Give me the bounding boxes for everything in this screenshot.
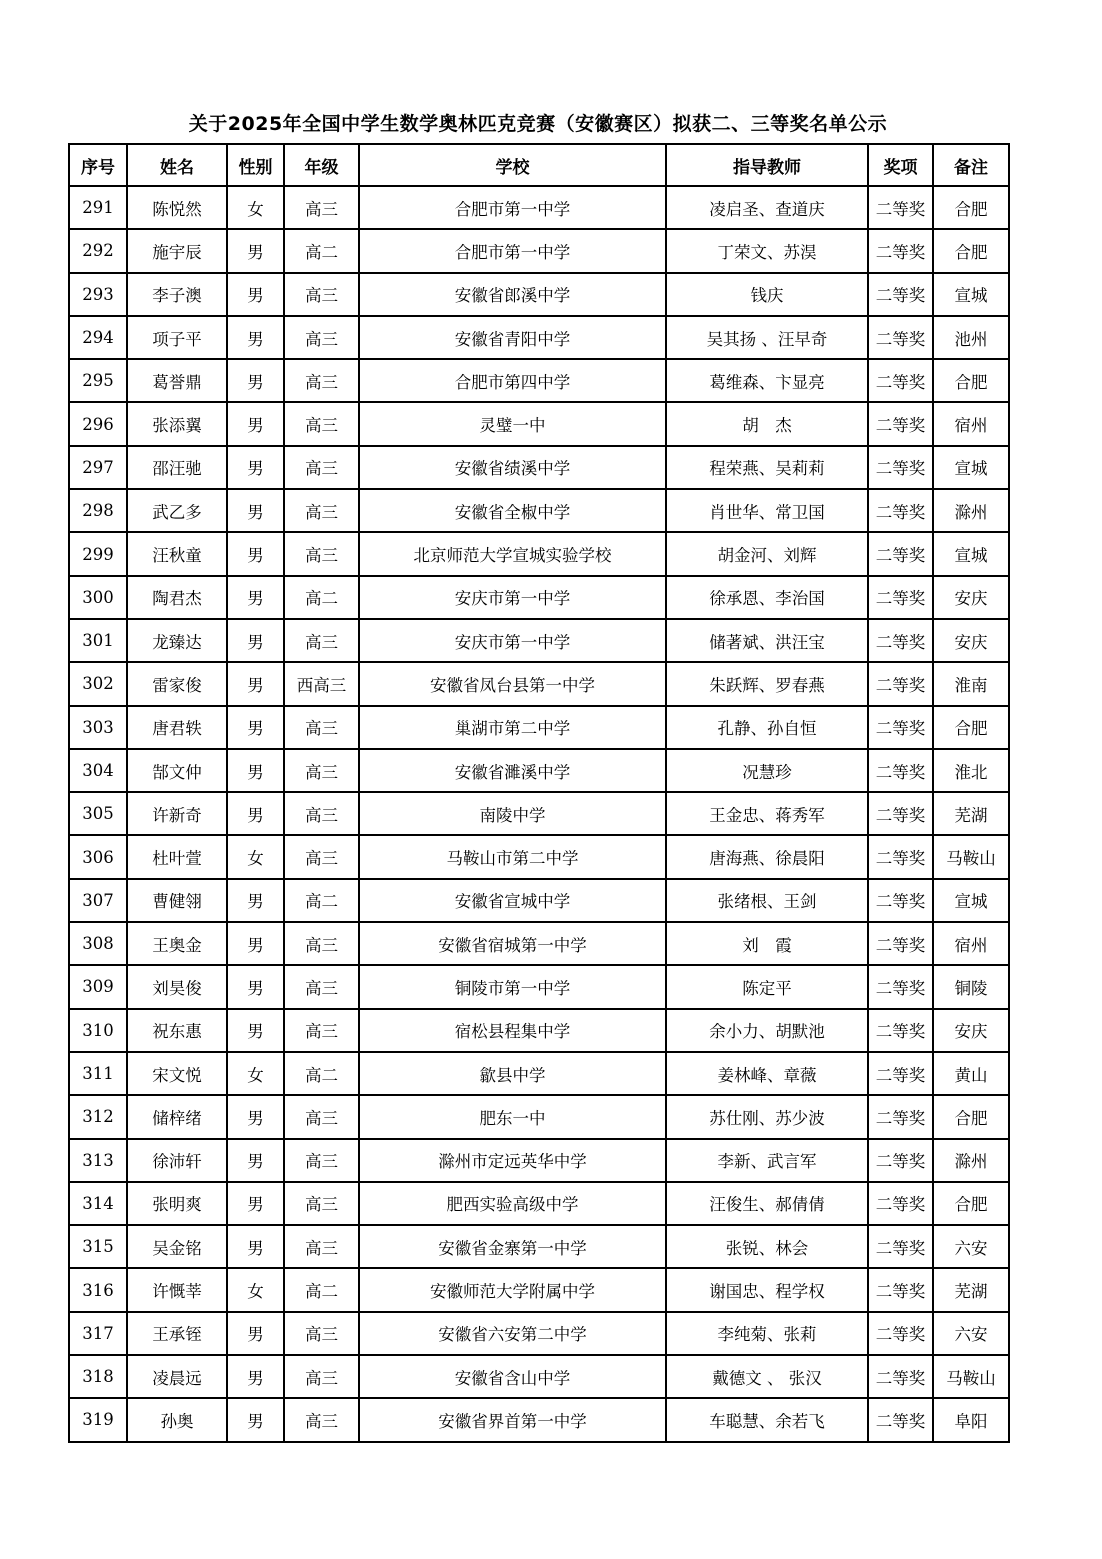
table-row bbox=[69, 273, 1009, 316]
cell-name: 孙奥 bbox=[127, 1398, 227, 1441]
cell-award: 二等奖 bbox=[868, 922, 933, 965]
column-header-school: 学校 bbox=[359, 144, 666, 186]
cell-index: 318 bbox=[69, 1355, 127, 1398]
cell-grade: 高三 bbox=[284, 402, 359, 445]
cell-award: 二等奖 bbox=[868, 1139, 933, 1182]
cell-remarks: 安庆 bbox=[933, 576, 1009, 619]
cell-gender: 男 bbox=[227, 316, 284, 359]
cell-advisor: 苏仕刚、苏少波 bbox=[666, 1095, 868, 1138]
cell-gender: 男 bbox=[227, 1355, 284, 1398]
column-header-award: 奖项 bbox=[868, 144, 933, 186]
cell-award: 二等奖 bbox=[868, 1009, 933, 1052]
cell-grade: 高二 bbox=[284, 1052, 359, 1095]
cell-award: 二等奖 bbox=[868, 532, 933, 575]
cell-remarks: 合肥 bbox=[933, 1095, 1009, 1138]
cell-name: 徐沛轩 bbox=[127, 1139, 227, 1182]
column-header-grade: 年级 bbox=[284, 144, 359, 186]
cell-gender: 男 bbox=[227, 1009, 284, 1052]
cell-gender: 男 bbox=[227, 1312, 284, 1355]
cell-grade: 高三 bbox=[284, 1225, 359, 1268]
table-row bbox=[69, 662, 1009, 705]
cell-gender: 男 bbox=[227, 662, 284, 705]
cell-name: 许慨莘 bbox=[127, 1268, 227, 1311]
cell-school: 南陵中学 bbox=[359, 792, 666, 835]
cell-advisor: 储著斌、洪汪宝 bbox=[666, 619, 868, 662]
cell-grade: 高三 bbox=[284, 749, 359, 792]
cell-advisor: 张绪根、王剑 bbox=[666, 879, 868, 922]
table-row bbox=[69, 792, 1009, 835]
cell-index: 311 bbox=[69, 1052, 127, 1095]
cell-advisor: 刘 霞 bbox=[666, 922, 868, 965]
cell-award: 二等奖 bbox=[868, 186, 933, 229]
cell-name: 雷家俊 bbox=[127, 662, 227, 705]
cell-award: 二等奖 bbox=[868, 835, 933, 878]
cell-name: 汪秋童 bbox=[127, 532, 227, 575]
cell-award: 二等奖 bbox=[868, 965, 933, 1008]
cell-award: 二等奖 bbox=[868, 1052, 933, 1095]
cell-advisor: 朱跃辉、罗春燕 bbox=[666, 662, 868, 705]
cell-remarks: 宿州 bbox=[933, 402, 1009, 445]
cell-remarks: 宣城 bbox=[933, 532, 1009, 575]
cell-school: 安徽省郎溪中学 bbox=[359, 273, 666, 316]
table-row bbox=[69, 316, 1009, 359]
cell-index: 308 bbox=[69, 922, 127, 965]
cell-index: 302 bbox=[69, 662, 127, 705]
cell-school: 安徽省含山中学 bbox=[359, 1355, 666, 1398]
cell-gender: 男 bbox=[227, 1225, 284, 1268]
cell-index: 313 bbox=[69, 1139, 127, 1182]
cell-gender: 男 bbox=[227, 706, 284, 749]
cell-name: 许新奇 bbox=[127, 792, 227, 835]
table-row bbox=[69, 1268, 1009, 1311]
cell-index: 298 bbox=[69, 489, 127, 532]
column-header-name: 姓名 bbox=[127, 144, 227, 186]
cell-name: 张明爽 bbox=[127, 1182, 227, 1225]
cell-name: 唐君轶 bbox=[127, 706, 227, 749]
table-row bbox=[69, 1182, 1009, 1225]
column-header-gender: 性别 bbox=[227, 144, 284, 186]
cell-gender: 女 bbox=[227, 186, 284, 229]
cell-remarks: 合肥 bbox=[933, 229, 1009, 272]
cell-remarks: 阜阳 bbox=[933, 1398, 1009, 1441]
cell-remarks: 芜湖 bbox=[933, 792, 1009, 835]
cell-gender: 男 bbox=[227, 792, 284, 835]
table-row bbox=[69, 402, 1009, 445]
cell-advisor: 唐海燕、徐晨阳 bbox=[666, 835, 868, 878]
cell-remarks: 合肥 bbox=[933, 186, 1009, 229]
cell-index: 297 bbox=[69, 446, 127, 489]
table-row bbox=[69, 446, 1009, 489]
cell-gender: 男 bbox=[227, 749, 284, 792]
cell-gender: 男 bbox=[227, 359, 284, 402]
cell-gender: 女 bbox=[227, 1268, 284, 1311]
cell-grade: 高三 bbox=[284, 273, 359, 316]
cell-award: 二等奖 bbox=[868, 706, 933, 749]
cell-index: 300 bbox=[69, 576, 127, 619]
cell-index: 309 bbox=[69, 965, 127, 1008]
cell-gender: 男 bbox=[227, 273, 284, 316]
cell-index: 293 bbox=[69, 273, 127, 316]
table-row bbox=[69, 965, 1009, 1008]
cell-award: 二等奖 bbox=[868, 792, 933, 835]
table-row bbox=[69, 835, 1009, 878]
cell-school: 滁州市定远英华中学 bbox=[359, 1139, 666, 1182]
cell-index: 291 bbox=[69, 186, 127, 229]
cell-award: 二等奖 bbox=[868, 229, 933, 272]
cell-name: 龙臻达 bbox=[127, 619, 227, 662]
cell-award: 二等奖 bbox=[868, 879, 933, 922]
table-row bbox=[69, 576, 1009, 619]
cell-remarks: 淮北 bbox=[933, 749, 1009, 792]
cell-advisor: 葛维森、卞显亮 bbox=[666, 359, 868, 402]
cell-advisor: 谢国忠、程学权 bbox=[666, 1268, 868, 1311]
cell-school: 安庆市第一中学 bbox=[359, 619, 666, 662]
cell-index: 312 bbox=[69, 1095, 127, 1138]
cell-advisor: 凌启圣、查道庆 bbox=[666, 186, 868, 229]
cell-school: 安徽省金寨第一中学 bbox=[359, 1225, 666, 1268]
table-row bbox=[69, 186, 1009, 229]
cell-gender: 男 bbox=[227, 532, 284, 575]
cell-school: 安庆市第一中学 bbox=[359, 576, 666, 619]
cell-grade: 高三 bbox=[284, 1355, 359, 1398]
cell-grade: 高二 bbox=[284, 879, 359, 922]
cell-index: 317 bbox=[69, 1312, 127, 1355]
cell-advisor: 车聪慧、余若飞 bbox=[666, 1398, 868, 1441]
table-row bbox=[69, 1312, 1009, 1355]
cell-school: 安徽省六安第二中学 bbox=[359, 1312, 666, 1355]
cell-advisor: 徐承恩、李治国 bbox=[666, 576, 868, 619]
cell-award: 二等奖 bbox=[868, 749, 933, 792]
table-row bbox=[69, 359, 1009, 402]
cell-name: 祝东惠 bbox=[127, 1009, 227, 1052]
cell-grade: 高三 bbox=[284, 1312, 359, 1355]
cell-gender: 男 bbox=[227, 1139, 284, 1182]
cell-gender: 男 bbox=[227, 965, 284, 1008]
cell-school: 宿松县程集中学 bbox=[359, 1009, 666, 1052]
cell-remarks: 滁州 bbox=[933, 1139, 1009, 1182]
cell-remarks: 池州 bbox=[933, 316, 1009, 359]
cell-school: 安徽省全椒中学 bbox=[359, 489, 666, 532]
cell-award: 二等奖 bbox=[868, 446, 933, 489]
cell-name: 宋文悦 bbox=[127, 1052, 227, 1095]
cell-remarks: 黄山 bbox=[933, 1052, 1009, 1095]
cell-remarks: 滁州 bbox=[933, 489, 1009, 532]
cell-advisor: 孔静、孙自恒 bbox=[666, 706, 868, 749]
table-row bbox=[69, 1095, 1009, 1138]
cell-award: 二等奖 bbox=[868, 576, 933, 619]
column-header-advisor: 指导教师 bbox=[666, 144, 868, 186]
column-header-remarks: 备注 bbox=[933, 144, 1009, 186]
cell-grade: 高三 bbox=[284, 619, 359, 662]
cell-name: 陈悦然 bbox=[127, 186, 227, 229]
cell-name: 杜叶萱 bbox=[127, 835, 227, 878]
cell-index: 292 bbox=[69, 229, 127, 272]
table-row bbox=[69, 1225, 1009, 1268]
cell-gender: 男 bbox=[227, 1095, 284, 1138]
cell-remarks: 宿州 bbox=[933, 922, 1009, 965]
cell-award: 二等奖 bbox=[868, 359, 933, 402]
cell-name: 曹健翎 bbox=[127, 879, 227, 922]
cell-index: 304 bbox=[69, 749, 127, 792]
cell-gender: 男 bbox=[227, 1182, 284, 1225]
cell-advisor: 钱庆 bbox=[666, 273, 868, 316]
cell-grade: 高三 bbox=[284, 532, 359, 575]
cell-name: 刘昊俊 bbox=[127, 965, 227, 1008]
cell-index: 303 bbox=[69, 706, 127, 749]
header-row bbox=[69, 144, 1009, 186]
table-row bbox=[69, 229, 1009, 272]
cell-remarks: 六安 bbox=[933, 1312, 1009, 1355]
cell-advisor: 吴其扬 、汪早奇 bbox=[666, 316, 868, 359]
cell-gender: 男 bbox=[227, 446, 284, 489]
cell-advisor: 胡 杰 bbox=[666, 402, 868, 445]
cell-school: 合肥市第一中学 bbox=[359, 186, 666, 229]
cell-advisor: 余小力、胡默池 bbox=[666, 1009, 868, 1052]
cell-grade: 高三 bbox=[284, 446, 359, 489]
cell-advisor: 姜林峰、章薇 bbox=[666, 1052, 868, 1095]
table-row bbox=[69, 1052, 1009, 1095]
table-row bbox=[69, 706, 1009, 749]
table-header bbox=[69, 144, 1009, 186]
cell-school: 灵璧一中 bbox=[359, 402, 666, 445]
cell-school: 安徽省宿城第一中学 bbox=[359, 922, 666, 965]
cell-award: 二等奖 bbox=[868, 402, 933, 445]
cell-remarks: 宣城 bbox=[933, 273, 1009, 316]
cell-school: 安徽省界首第一中学 bbox=[359, 1398, 666, 1441]
table-row bbox=[69, 879, 1009, 922]
cell-index: 310 bbox=[69, 1009, 127, 1052]
cell-school: 安徽省宣城中学 bbox=[359, 879, 666, 922]
document-title: 关于2025年全国中学生数学奥林匹克竞赛（安徽赛区）拟获二、三等奖名单公示 bbox=[188, 113, 888, 135]
cell-school: 合肥市第四中学 bbox=[359, 359, 666, 402]
cell-school: 肥西实验高级中学 bbox=[359, 1182, 666, 1225]
cell-remarks: 铜陵 bbox=[933, 965, 1009, 1008]
cell-remarks: 合肥 bbox=[933, 359, 1009, 402]
cell-name: 王承铚 bbox=[127, 1312, 227, 1355]
cell-remarks: 六安 bbox=[933, 1225, 1009, 1268]
cell-advisor: 丁荣文、苏淏 bbox=[666, 229, 868, 272]
cell-school: 安徽省青阳中学 bbox=[359, 316, 666, 359]
cell-school: 北京师范大学宣城实验学校 bbox=[359, 532, 666, 575]
cell-award: 二等奖 bbox=[868, 1095, 933, 1138]
cell-grade: 高二 bbox=[284, 576, 359, 619]
cell-index: 295 bbox=[69, 359, 127, 402]
table-row bbox=[69, 619, 1009, 662]
cell-remarks: 合肥 bbox=[933, 1182, 1009, 1225]
cell-index: 314 bbox=[69, 1182, 127, 1225]
cell-advisor: 李新、武言军 bbox=[666, 1139, 868, 1182]
cell-advisor: 戴德文 、 张汉 bbox=[666, 1355, 868, 1398]
cell-remarks: 马鞍山 bbox=[933, 1355, 1009, 1398]
cell-grade: 高二 bbox=[284, 229, 359, 272]
cell-gender: 男 bbox=[227, 576, 284, 619]
cell-award: 二等奖 bbox=[868, 1312, 933, 1355]
table-row bbox=[69, 489, 1009, 532]
cell-name: 邵汪驰 bbox=[127, 446, 227, 489]
cell-award: 二等奖 bbox=[868, 619, 933, 662]
cell-gender: 男 bbox=[227, 922, 284, 965]
cell-grade: 高二 bbox=[284, 1268, 359, 1311]
cell-advisor: 张锐、林会 bbox=[666, 1225, 868, 1268]
cell-remarks: 马鞍山 bbox=[933, 835, 1009, 878]
cell-school: 马鞍山市第二中学 bbox=[359, 835, 666, 878]
cell-name: 凌晨远 bbox=[127, 1355, 227, 1398]
cell-remarks: 合肥 bbox=[933, 706, 1009, 749]
cell-index: 305 bbox=[69, 792, 127, 835]
award-roster-table bbox=[68, 143, 1010, 1443]
cell-name: 张添翼 bbox=[127, 402, 227, 445]
table-row bbox=[69, 749, 1009, 792]
cell-advisor: 肖世华、常卫国 bbox=[666, 489, 868, 532]
cell-award: 二等奖 bbox=[868, 1225, 933, 1268]
cell-school: 巢湖市第二中学 bbox=[359, 706, 666, 749]
cell-grade: 高三 bbox=[284, 316, 359, 359]
cell-name: 项子平 bbox=[127, 316, 227, 359]
cell-index: 294 bbox=[69, 316, 127, 359]
cell-grade: 高三 bbox=[284, 1182, 359, 1225]
cell-remarks: 安庆 bbox=[933, 619, 1009, 662]
cell-grade: 高三 bbox=[284, 186, 359, 229]
cell-gender: 男 bbox=[227, 229, 284, 272]
cell-name: 武乙多 bbox=[127, 489, 227, 532]
cell-gender: 男 bbox=[227, 489, 284, 532]
cell-name: 王奥金 bbox=[127, 922, 227, 965]
table-row bbox=[69, 532, 1009, 575]
table-body bbox=[69, 186, 1009, 1442]
cell-advisor: 陈定平 bbox=[666, 965, 868, 1008]
cell-gender: 男 bbox=[227, 619, 284, 662]
cell-name: 施宇辰 bbox=[127, 229, 227, 272]
cell-award: 二等奖 bbox=[868, 1182, 933, 1225]
cell-name: 郜文仲 bbox=[127, 749, 227, 792]
cell-advisor: 王金忠、蒋秀军 bbox=[666, 792, 868, 835]
cell-gender: 男 bbox=[227, 1398, 284, 1441]
cell-award: 二等奖 bbox=[868, 316, 933, 359]
cell-remarks: 宣城 bbox=[933, 446, 1009, 489]
cell-grade: 高三 bbox=[284, 1139, 359, 1182]
table-row bbox=[69, 922, 1009, 965]
cell-gender: 女 bbox=[227, 1052, 284, 1095]
cell-index: 301 bbox=[69, 619, 127, 662]
cell-remarks: 宣城 bbox=[933, 879, 1009, 922]
cell-gender: 男 bbox=[227, 402, 284, 445]
cell-index: 296 bbox=[69, 402, 127, 445]
table-row bbox=[69, 1398, 1009, 1441]
cell-grade: 高三 bbox=[284, 1398, 359, 1441]
cell-school: 安徽省凤台县第一中学 bbox=[359, 662, 666, 705]
cell-name: 葛誉鼎 bbox=[127, 359, 227, 402]
cell-grade: 高三 bbox=[284, 489, 359, 532]
cell-grade: 高三 bbox=[284, 1095, 359, 1138]
cell-grade: 高三 bbox=[284, 792, 359, 835]
cell-name: 李子澳 bbox=[127, 273, 227, 316]
cell-award: 二等奖 bbox=[868, 273, 933, 316]
cell-index: 307 bbox=[69, 879, 127, 922]
cell-school: 铜陵市第一中学 bbox=[359, 965, 666, 1008]
table-row bbox=[69, 1355, 1009, 1398]
cell-gender: 女 bbox=[227, 835, 284, 878]
cell-remarks: 芜湖 bbox=[933, 1268, 1009, 1311]
cell-grade: 西高三 bbox=[284, 662, 359, 705]
cell-grade: 高三 bbox=[284, 706, 359, 749]
cell-index: 299 bbox=[69, 532, 127, 575]
cell-index: 316 bbox=[69, 1268, 127, 1311]
cell-advisor: 程荣燕、吴莉莉 bbox=[666, 446, 868, 489]
cell-grade: 高三 bbox=[284, 1009, 359, 1052]
cell-name: 陶君杰 bbox=[127, 576, 227, 619]
cell-school: 肥东一中 bbox=[359, 1095, 666, 1138]
cell-remarks: 安庆 bbox=[933, 1009, 1009, 1052]
cell-index: 315 bbox=[69, 1225, 127, 1268]
cell-index: 319 bbox=[69, 1398, 127, 1441]
cell-advisor: 况慧珍 bbox=[666, 749, 868, 792]
table-row bbox=[69, 1009, 1009, 1052]
cell-remarks: 淮南 bbox=[933, 662, 1009, 705]
cell-index: 306 bbox=[69, 835, 127, 878]
cell-gender: 男 bbox=[227, 879, 284, 922]
cell-school: 安徽省濉溪中学 bbox=[359, 749, 666, 792]
cell-school: 合肥市第一中学 bbox=[359, 229, 666, 272]
cell-school: 歙县中学 bbox=[359, 1052, 666, 1095]
cell-award: 二等奖 bbox=[868, 1355, 933, 1398]
cell-award: 二等奖 bbox=[868, 1268, 933, 1311]
cell-advisor: 胡金河、刘辉 bbox=[666, 532, 868, 575]
cell-advisor: 李纯菊、张莉 bbox=[666, 1312, 868, 1355]
cell-name: 储梓绪 bbox=[127, 1095, 227, 1138]
cell-grade: 高三 bbox=[284, 359, 359, 402]
column-header-index: 序号 bbox=[69, 144, 127, 186]
cell-grade: 高三 bbox=[284, 965, 359, 1008]
cell-award: 二等奖 bbox=[868, 489, 933, 532]
cell-grade: 高三 bbox=[284, 835, 359, 878]
cell-award: 二等奖 bbox=[868, 662, 933, 705]
cell-name: 吴金铭 bbox=[127, 1225, 227, 1268]
cell-school: 安徽师范大学附属中学 bbox=[359, 1268, 666, 1311]
cell-advisor: 汪俊生、郝倩倩 bbox=[666, 1182, 868, 1225]
table-row bbox=[69, 1139, 1009, 1182]
cell-award: 二等奖 bbox=[868, 1398, 933, 1441]
cell-grade: 高三 bbox=[284, 922, 359, 965]
cell-school: 安徽省绩溪中学 bbox=[359, 446, 666, 489]
